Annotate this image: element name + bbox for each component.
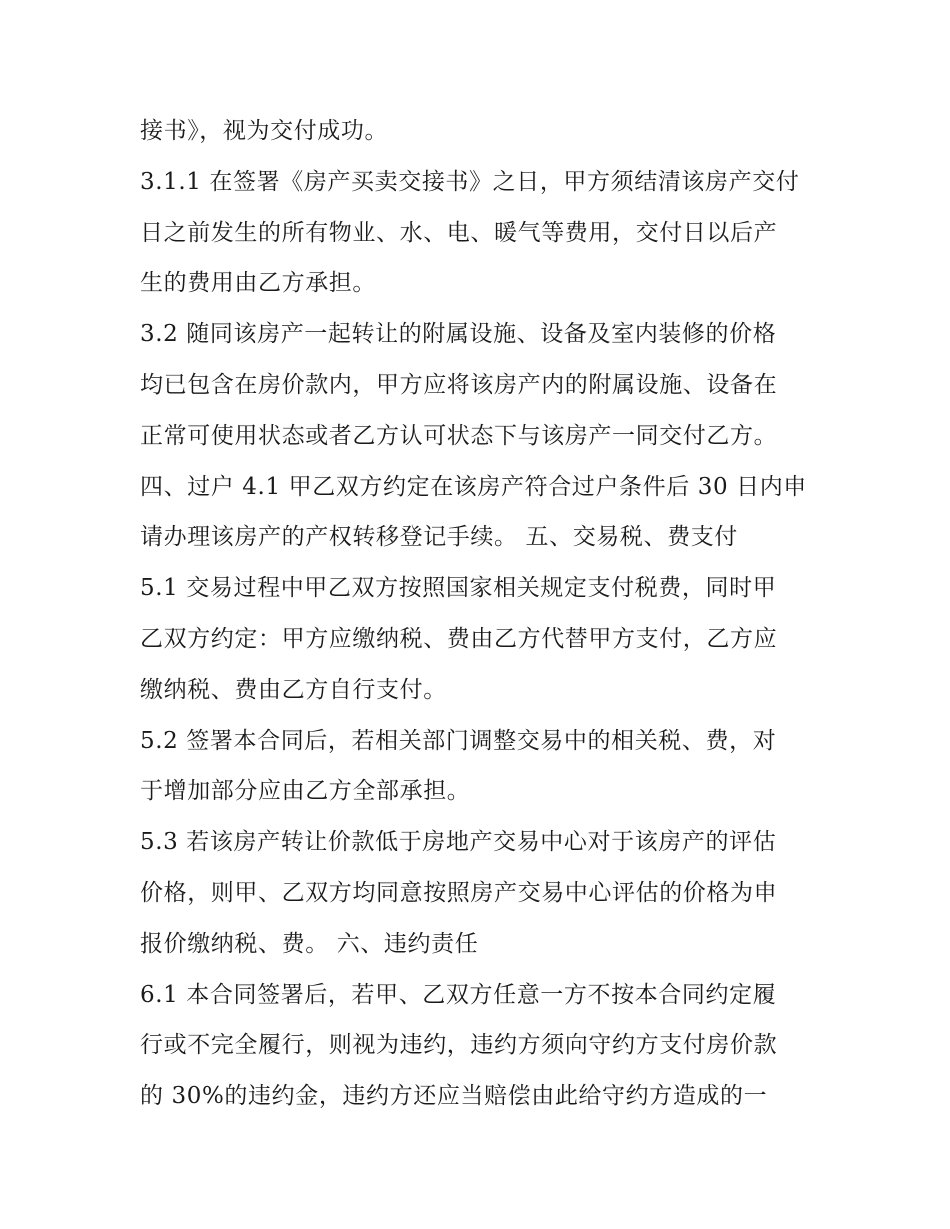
text-line: 5.2 签署本合同后，若相关部门调整交易中的相关税、费，对 [140, 727, 777, 754]
text-line: 四、过户 4.1 甲乙双方约定在该房产符合过户条件后 30 日内申 [140, 473, 807, 500]
text-line: 6.1 本合同签署后，若甲、乙双方任意一方不按本合同约定履 [140, 981, 777, 1008]
text-line: 生的费用由乙方承担。 [140, 270, 376, 297]
text-line: 请办理该房产的产权转移登记手续。 五、交易税、费支付 [140, 524, 738, 551]
contract-text [140, 106, 830, 1122]
text-line: 3.1.1 在签署《房产买卖交接书》之日，甲方须结清该房产交付 [140, 168, 800, 195]
text-line: 行或不完全履行，则视为违约，违约方须向守约方支付房价款 [140, 1032, 778, 1059]
text-line: 价格，则甲、乙双方均同意按照房产交易中心评估的价格为申 [140, 879, 778, 906]
text-line: 日之前发生的所有物业、水、电、暖气等费用，交付日以后产 [140, 219, 778, 246]
text-line: 5.3 若该房产转让价款低于房地产交易中心对于该房产的评估 [140, 829, 777, 856]
text-line: 3.2 随同该房产一起转让的附属设施、设备及室内装修的价格 [140, 321, 777, 348]
text-line: 接书》，视为交付成功。 [140, 118, 389, 144]
text-line: 5.1 交易过程中甲乙双方按照国家相关规定支付税费，同时甲 [140, 575, 777, 602]
text-line: 报价缴纳税、费。 六、违约责任 [140, 930, 479, 957]
text-line: 乙双方约定：甲方应缴纳税、费由乙方代替甲方支付，乙方应 [140, 625, 778, 652]
text-line: 均已包含在房价款内，甲方应将该房产内的附属设施、设备在 [140, 371, 778, 398]
text-line: 正常可使用状态或者乙方认可状态下与该房产一同交付乙方。 [140, 422, 778, 449]
text-line: 于增加部分应由乙方全部承担。 [140, 778, 471, 805]
text-line: 的 30%的违约金，违约方还应当赔偿由此给守约方造成的一 [140, 1083, 768, 1110]
text-line: 缴纳税、费由乙方自行支付。 [140, 676, 447, 703]
